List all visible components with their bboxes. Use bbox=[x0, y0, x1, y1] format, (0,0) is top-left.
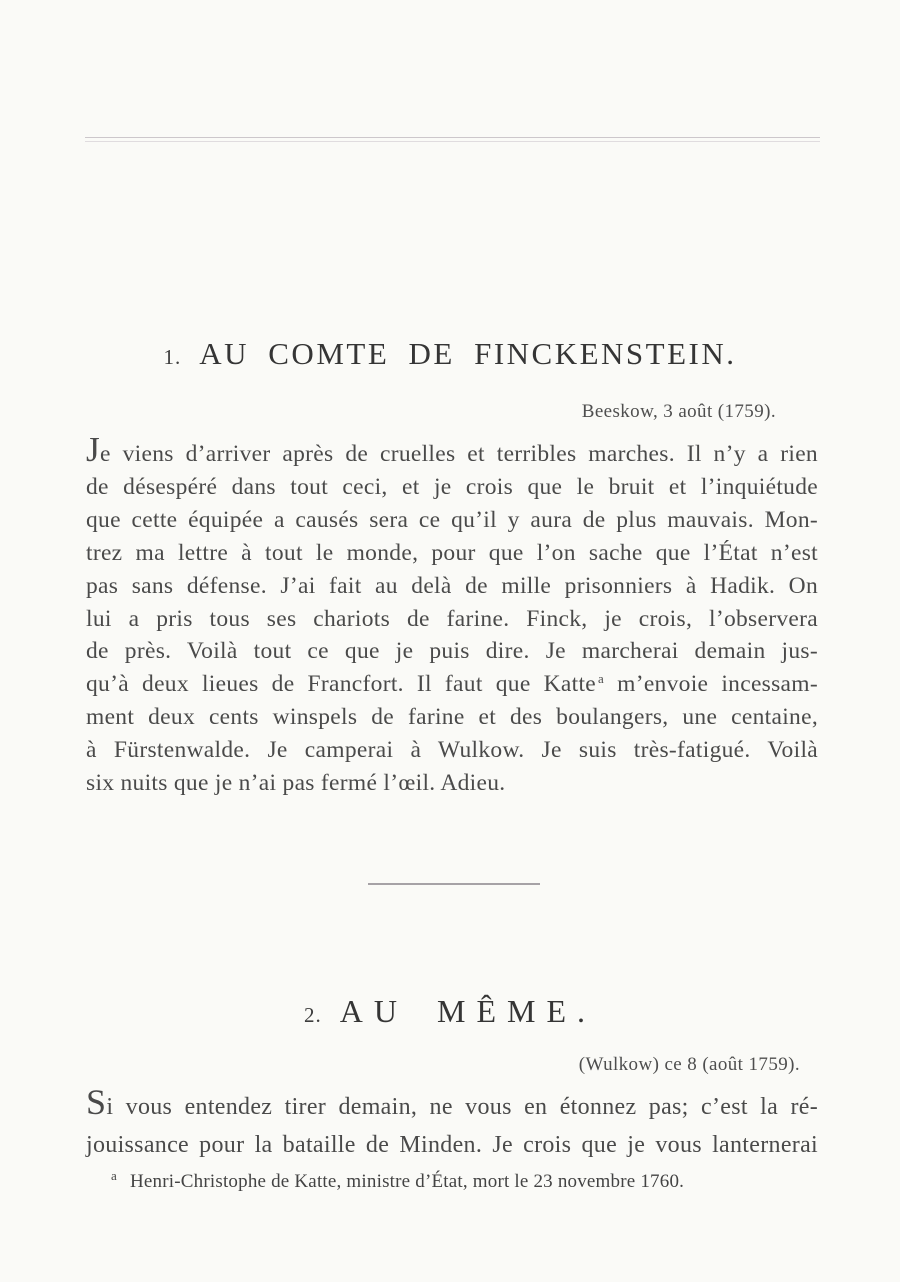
letter-1-heading bbox=[0, 336, 900, 372]
footnote-marker: a bbox=[111, 1167, 117, 1183]
letter-2-heading bbox=[0, 993, 900, 1030]
text-line: à Fürstenwalde. Je camperai à Wulkow. Je suis très-fatigué. Voilà bbox=[86, 737, 818, 764]
text-line: ment deux cents winspels de farine et des boulangers, une centaine, bbox=[86, 704, 818, 731]
text-line: Je viens d’arriver après de cruelles et terribles marches. Il n’y a rien bbox=[86, 430, 818, 469]
page-top-rule bbox=[85, 137, 820, 142]
section-divider bbox=[368, 883, 540, 885]
letter-2-title: AU MÊME. bbox=[339, 993, 596, 1029]
letter-2-body bbox=[86, 1082, 818, 1164]
text-line: de désespéré dans tout ceci, et je crois que le bruit et l’inquiétude bbox=[86, 473, 818, 500]
text-line: jouissance pour la bataille de Minden. Je crois que je vous lanternerai bbox=[86, 1131, 818, 1158]
text-line: six nuits que je n’ai pas fermé l’œil. Adieu. bbox=[86, 770, 506, 797]
letter-1-dateline: Beeskow, 3 août (1759). bbox=[581, 401, 776, 422]
letter-2-number: 2. bbox=[304, 1003, 322, 1027]
text-line: Si vous entendez tirer demain, ne vous en étonnez pas; c’est la ré- bbox=[86, 1082, 818, 1122]
text-line: pas sans défense. J’ai fait au delà de mille prisonniers à Hadik. On bbox=[86, 572, 818, 599]
letter-1-number: 1. bbox=[163, 345, 182, 369]
letter-2-dateline: (Wulkow) ce 8 (août 1759). bbox=[578, 1054, 800, 1075]
text-line: que cette équipée a causés sera ce qu’il y aura de plus mauvais. Mon- bbox=[86, 506, 818, 533]
text-line: de près. Voilà tout ce que je puis dire. Je marcherai demain jus- bbox=[86, 638, 818, 665]
footnote-text: Henri-Christophe de Katte, ministre d’État, mort le 23 novembre 1760. bbox=[129, 1171, 685, 1192]
footnote bbox=[111, 1167, 685, 1193]
text-line: trez ma lettre à tout le monde, pour que l’on sache que l’État n’est bbox=[86, 539, 818, 566]
letter-1-body bbox=[86, 430, 818, 800]
text-line: lui a pris tous ses chariots de farine. Finck, je crois, l’observera bbox=[86, 605, 818, 632]
text-line: qu’à deux lieues de Francfort. Il faut que Katte $^a$ m’envoie incessam- bbox=[86, 670, 818, 698]
letter-1-title: AU COMTE DE FINCKENSTEIN. bbox=[199, 336, 737, 371]
